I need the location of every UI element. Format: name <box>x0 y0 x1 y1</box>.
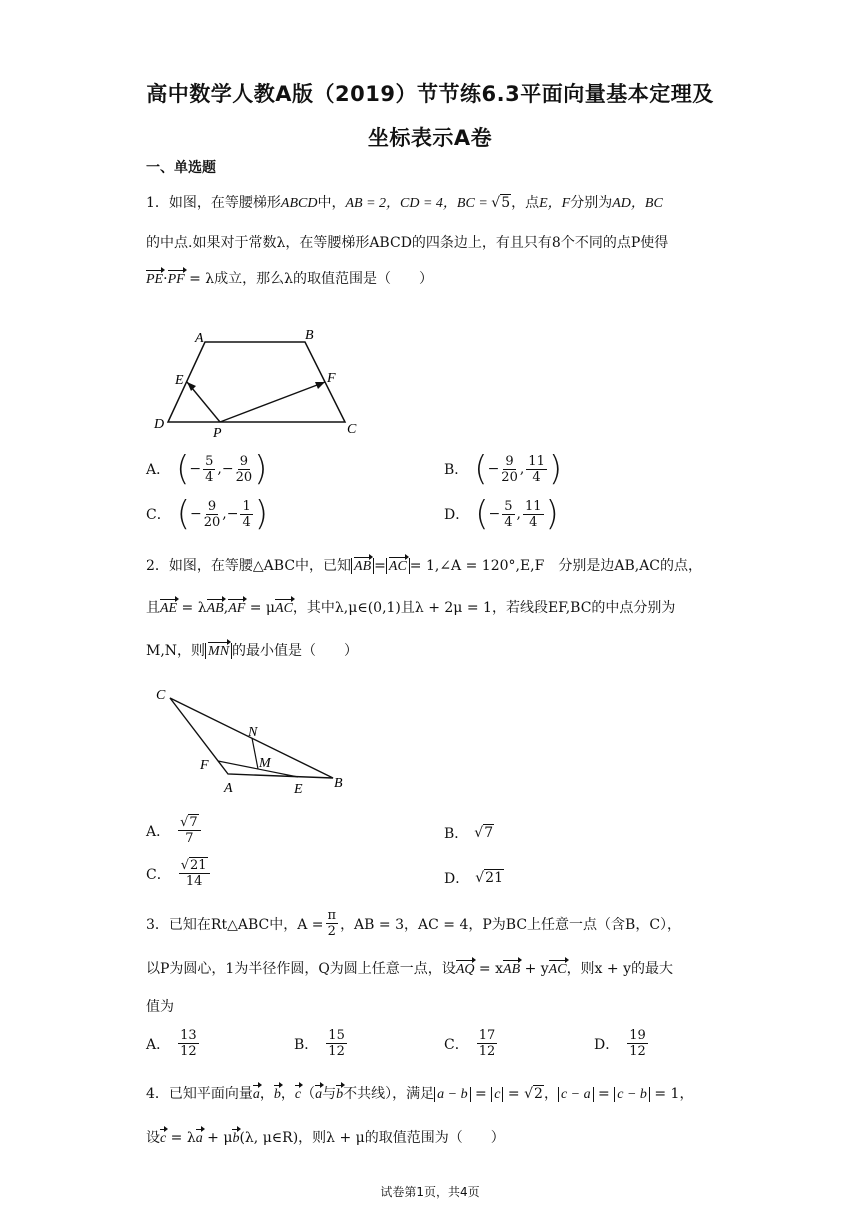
abs-c-minus-a: c − a <box>558 1087 594 1102</box>
q1-text: AD，BC <box>612 196 663 211</box>
q4-text: 与 <box>322 1086 337 1102</box>
q1-text: ABCD <box>280 196 318 211</box>
q1-radicand: 5 <box>501 195 511 211</box>
vector-a: a <box>195 1131 203 1146</box>
abs-a-minus-b: a − b <box>434 1087 470 1102</box>
vector-ac: AC <box>275 601 293 616</box>
label-c: C <box>156 688 166 703</box>
q1-option-d[interactable] <box>444 494 559 534</box>
q4-text: = <box>593 1086 615 1102</box>
option-label: D． <box>594 1036 620 1053</box>
q1-line-1 <box>146 192 663 212</box>
abs-c: c <box>491 1087 503 1102</box>
denominator: 20 <box>203 514 221 530</box>
q1-option-b[interactable] <box>444 449 563 489</box>
denominator: 14 <box>185 874 203 889</box>
label-c: C <box>347 422 357 437</box>
label-m: M <box>259 756 271 771</box>
q3-line-3: 值为 <box>146 999 174 1015</box>
label-e: E <box>175 373 184 388</box>
q3-option-d[interactable] <box>594 1028 650 1059</box>
q1-text: 分别为 <box>570 195 613 211</box>
vector-ab: AB <box>206 601 224 616</box>
abs-mn <box>205 643 232 659</box>
q2-text: M,N，则 <box>146 643 206 659</box>
numerator: 9 <box>207 498 217 514</box>
vector-a: a <box>315 1087 323 1102</box>
paren-open: ( <box>176 449 190 489</box>
vector-ab: AB <box>354 559 372 574</box>
vector-pf-arrow <box>220 382 325 422</box>
paren-close: ) <box>254 494 268 534</box>
numerator: 9 <box>239 453 248 469</box>
q4-text: + μ <box>202 1130 233 1146</box>
denominator: 12 <box>328 1044 345 1059</box>
paren-open: ( <box>176 494 190 534</box>
label-d: D <box>154 417 165 432</box>
option-label: B． <box>444 826 469 842</box>
vector-c: c <box>160 1131 167 1146</box>
q2-option-b[interactable] <box>444 823 494 843</box>
q1-text: AB = 2，CD = 4，BC = <box>345 196 492 211</box>
denominator: 4 <box>532 469 541 485</box>
abs-ac <box>386 558 410 574</box>
sign: − <box>221 461 234 477</box>
vector-pf: PF <box>167 272 185 287</box>
radicand: 7 <box>189 815 198 830</box>
label-p: P <box>213 426 222 440</box>
comma: , <box>516 506 521 522</box>
paren-close: ) <box>545 494 559 534</box>
label-n: N <box>248 725 258 740</box>
q3-option-a[interactable] <box>146 1028 201 1059</box>
sqrt-symbol: √7 <box>474 825 494 841</box>
abs-c-minus-b: c − b <box>614 1087 650 1102</box>
q4-text: ， <box>280 1086 295 1102</box>
q2-text: = μ <box>245 600 276 616</box>
numerator: √21 <box>179 858 210 874</box>
numerator: π <box>327 908 337 923</box>
q3-option-b[interactable] <box>294 1028 349 1059</box>
q1-line-2: 的中点.如果对于常数λ，在等腰梯形ABCD的四条边上，有且只有8个不同的点P使得 <box>146 235 669 251</box>
denominator: 12 <box>629 1044 646 1059</box>
vector-pe: PE <box>146 272 164 287</box>
label-b: B <box>334 776 343 791</box>
vector-b: b <box>273 1087 281 1102</box>
fraction <box>236 454 253 485</box>
radicand: 2 <box>534 1086 543 1102</box>
arrowhead-f <box>315 382 325 389</box>
numerator: 11 <box>524 498 542 514</box>
denominator: 4 <box>205 469 214 485</box>
option-label: A． <box>146 823 171 840</box>
q2-line-1 <box>146 555 702 575</box>
section-heading: 一、单选题 <box>146 160 216 176</box>
label-a: A <box>224 781 233 794</box>
q3-option-c[interactable] <box>444 1028 499 1059</box>
segment-mn <box>252 738 258 769</box>
q3-text: ，则x + y的最大 <box>566 961 673 977</box>
q4-line-2 <box>146 1127 505 1147</box>
q1-text: E，F <box>539 196 571 211</box>
numerator: 11 <box>528 453 545 469</box>
paren-open: ( <box>475 494 489 534</box>
option-label: D． <box>444 871 470 887</box>
denominator: 20 <box>235 469 253 485</box>
radicand: 7 <box>484 825 494 841</box>
fraction <box>178 1028 199 1059</box>
fraction <box>526 454 547 485</box>
option-label: C． <box>146 507 171 523</box>
option-label: C． <box>146 866 171 883</box>
q1-text: 1．如图，在等腰梯形 <box>146 195 281 211</box>
page-footer: 试卷第1页，共4页 <box>380 1185 480 1199</box>
denominator: 4 <box>529 514 538 530</box>
q2-text: , <box>223 600 229 616</box>
numerator: 15 <box>328 1028 345 1043</box>
q2-option-a[interactable] <box>146 815 203 846</box>
q3-text: 以P为圆心，1为半径作圆，Q为圆上任意一点，设 <box>146 961 456 977</box>
q4-text: ， <box>543 1086 558 1102</box>
sign: − <box>226 506 239 522</box>
option-label: A． <box>146 1036 171 1053</box>
q2-option-d[interactable] <box>444 868 504 888</box>
abs-ab <box>351 558 374 574</box>
q1-option-c[interactable] <box>146 494 268 534</box>
q2-text: = <box>374 558 386 574</box>
q3-text: 3．已知在Rt△ABC中，A = <box>146 916 324 933</box>
paren-close: ) <box>548 449 563 489</box>
numerator: 1 <box>242 498 251 514</box>
q2-text: 的最小值是（ ） <box>232 643 359 659</box>
fraction <box>179 858 210 889</box>
fraction <box>502 499 514 530</box>
sign: − <box>189 461 202 477</box>
q4-text: (λ, μ∈R)，则λ + μ的取值范围为（ ） <box>239 1130 505 1146</box>
denominator: 7 <box>185 831 194 846</box>
sqrt-symbol: √5 <box>491 195 511 211</box>
title-line-1: 高中数学人教A版（2019）节节练6.3平面向量基本定理及 <box>146 82 714 106</box>
vector-ab: AB <box>503 962 521 977</box>
denominator: 12 <box>180 1044 197 1059</box>
q4-text: 4．已知平面向量 <box>146 1086 253 1102</box>
title-line-2: 坐标表示A卷 <box>367 126 493 150</box>
q4-line-1 <box>146 1083 693 1103</box>
numerator: √7 <box>178 815 201 831</box>
dot-operator: · <box>163 271 168 287</box>
fraction <box>326 1028 347 1059</box>
fraction <box>627 1028 648 1059</box>
radicand: 21 <box>485 870 503 886</box>
q4-text: = λ <box>166 1130 196 1146</box>
numerator: 5 <box>205 453 214 469</box>
denominator: 12 <box>478 1044 496 1059</box>
q2-text: ，其中λ,μ∈(0,1)且λ + 2μ = 1，若线段EF,BC的中点分别为 <box>292 600 676 616</box>
q1-text: ，点 <box>511 195 540 211</box>
q1-trapezoid-figure <box>150 322 370 440</box>
label-f: F <box>327 371 336 386</box>
q3-line-2 <box>146 958 673 978</box>
q2-text: = 1,∠A = 120°,E,F 分别是边AB,AC的点， <box>409 558 703 574</box>
vector-ae: AE <box>160 601 178 616</box>
q2-text: 2．如图，在等腰△ABC中，已知 <box>146 558 352 574</box>
fraction <box>178 815 201 846</box>
fraction <box>204 499 221 530</box>
fraction <box>523 499 544 530</box>
arrowhead-e <box>187 382 196 391</box>
q4-text: （ <box>301 1086 316 1102</box>
sqrt-symbol: √21 <box>475 870 503 886</box>
q1-text: 中， <box>317 195 346 211</box>
vector-b: b <box>336 1087 344 1102</box>
fraction <box>501 454 518 485</box>
option-label: D． <box>444 507 470 523</box>
paren-close: ) <box>254 449 268 489</box>
fraction <box>326 908 339 939</box>
option-label: B． <box>294 1036 319 1053</box>
sign: − <box>487 461 500 477</box>
vector-af: AF <box>228 601 246 616</box>
numerator: 9 <box>505 453 514 469</box>
sign: − <box>189 506 202 522</box>
denominator: 4 <box>242 514 251 530</box>
numerator: 19 <box>629 1028 646 1043</box>
q2-line-3 <box>146 640 358 660</box>
q3-text: = x <box>474 961 504 977</box>
q4-text: = <box>470 1086 492 1102</box>
sign: − <box>488 506 501 522</box>
q4-text: = 1， <box>649 1086 694 1102</box>
label-a: A <box>195 331 204 346</box>
q4-text: ， <box>259 1086 274 1102</box>
label-f: F <box>200 758 209 773</box>
q2-line-2 <box>146 597 675 617</box>
vector-ac: AC <box>388 559 407 574</box>
paren-open: ( <box>474 449 488 489</box>
q2-text: 且 <box>146 600 160 616</box>
vector-b: b <box>232 1131 240 1146</box>
comma: , <box>519 461 525 477</box>
label-b: B <box>305 328 314 343</box>
q2-option-c[interactable] <box>146 858 212 889</box>
denominator: 2 <box>327 924 336 939</box>
option-label: C． <box>444 1036 469 1053</box>
numerator: 5 <box>504 498 513 514</box>
sqrt-symbol: √2 <box>524 1086 543 1102</box>
fraction <box>477 1028 498 1059</box>
q2-text: = λ <box>177 600 207 616</box>
numerator: 17 <box>478 1028 496 1043</box>
q4-text: 不共线），满足 <box>343 1086 435 1102</box>
q2-triangle-figure <box>148 682 358 794</box>
vector-a: a <box>252 1087 260 1102</box>
label-e: E <box>294 782 303 794</box>
fraction <box>240 499 252 530</box>
q1-text: = λ成立，那么λ的取值范围是（ ） <box>184 271 434 287</box>
denominator: 4 <box>504 514 513 530</box>
vector-mn: MN <box>208 644 230 659</box>
option-label: A． <box>146 462 171 478</box>
q1-option-a[interactable] <box>146 449 268 489</box>
fraction <box>203 454 215 485</box>
denominator: 20 <box>501 469 518 485</box>
vector-aq: AQ <box>455 962 475 977</box>
comma: , <box>222 506 227 522</box>
numerator: 13 <box>180 1028 197 1043</box>
q3-text: ，AB = 3，AC = 4，P为BC上任意一点（含B，C）， <box>340 916 682 933</box>
q1-line-3 <box>146 268 433 288</box>
q3-text: + y <box>520 961 549 977</box>
q3-line-1 <box>146 908 681 939</box>
q4-text: 设 <box>146 1130 160 1146</box>
radicand: 21 <box>190 858 207 873</box>
vector-ac: AC <box>548 962 567 977</box>
option-label: B． <box>444 462 469 478</box>
q4-text: = <box>503 1086 525 1102</box>
comma: , <box>217 461 222 477</box>
vector-c: c <box>294 1087 302 1102</box>
